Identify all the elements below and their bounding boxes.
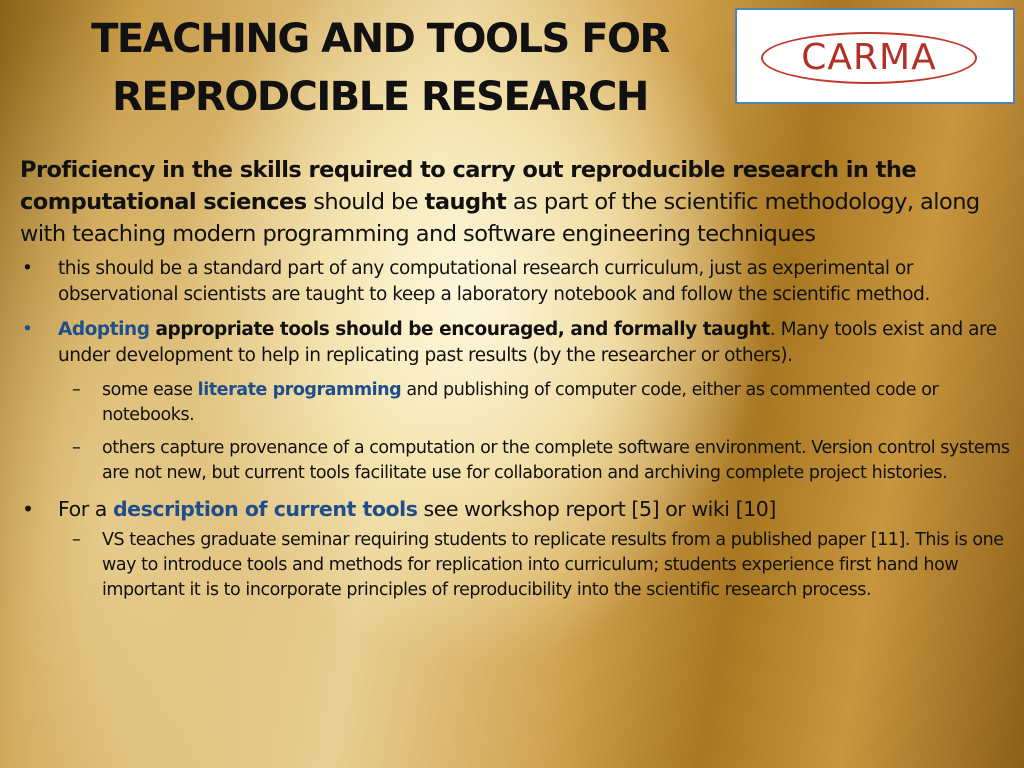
adopting-label: Adopting xyxy=(58,319,150,340)
desc-pre: For a xyxy=(58,497,113,521)
bullet-adopting-tools xyxy=(20,317,1010,369)
lead-text-2: as part of the scientific methodology, along with teaching modern programming and software engineering techniques xyxy=(20,189,980,247)
description-tools-label: description of current tools xyxy=(112,497,418,521)
bullet-mark: • xyxy=(22,258,33,279)
sub-bullet-literate-programming xyxy=(20,378,1010,428)
literate-programming-label: literate programming xyxy=(197,380,402,400)
bullet-list xyxy=(20,256,1010,603)
sub-bullet-provenance xyxy=(20,436,1010,486)
adopting-bold: appropriate tools should be encouraged, and formally taught xyxy=(149,319,770,340)
adopting-rest: . Many tools exist and are under development to help in replicating past results (by the researcher or others). xyxy=(58,319,997,366)
slide-body xyxy=(20,154,1010,611)
dash-mark: – xyxy=(72,438,81,458)
title-line-1: TEACHING AND TOOLS FOR xyxy=(91,16,669,62)
lead-bold: Proficiency in the skills required to carry out reproducible research in the computational sciences xyxy=(20,157,917,215)
lead-bold-2: taught xyxy=(424,189,507,215)
bullet-curriculum xyxy=(20,256,1010,308)
dash-mark: – xyxy=(72,380,81,400)
sub-text: others capture provenance of a computation or the complete software environment. Version control systems are not new, but current tools facilitate use for collaboration and archiving complete project histories. xyxy=(102,438,1010,483)
sub-text-rest: and publishing of computer code, either as commented code or notebooks. xyxy=(102,380,939,425)
bullet-description-tools xyxy=(20,494,1010,524)
lead-paragraph xyxy=(20,154,1010,250)
carma-logo xyxy=(735,8,1015,104)
logo-text: CARMA xyxy=(801,37,937,78)
bullet-mark: • xyxy=(22,497,34,521)
sub-text: VS teaches graduate seminar requiring students to replicate results from a published paper [11]. This is one way to introduce tools and methods for replication into curriculum; students experience first hand how important it is to incorporate principles of reproducibility into the scientific research process. xyxy=(102,530,1004,600)
bullet-mark: • xyxy=(22,319,33,340)
lead-text-1: should be xyxy=(306,189,425,215)
bullet-text: this should be a standard part of any computational research curriculum, just as experimental or observational scientists are taught to keep a laboratory notebook and follow the scientific method. xyxy=(58,258,930,305)
sub-text-pre: some ease xyxy=(102,380,198,400)
slide-title xyxy=(30,10,730,126)
desc-rest: see workshop report [5] or wiki [10] xyxy=(417,497,776,521)
sub-bullet-seminar xyxy=(20,528,1010,603)
title-line-2: REPRODCIBLE RESEARCH xyxy=(112,74,648,120)
dash-mark: – xyxy=(72,530,81,550)
